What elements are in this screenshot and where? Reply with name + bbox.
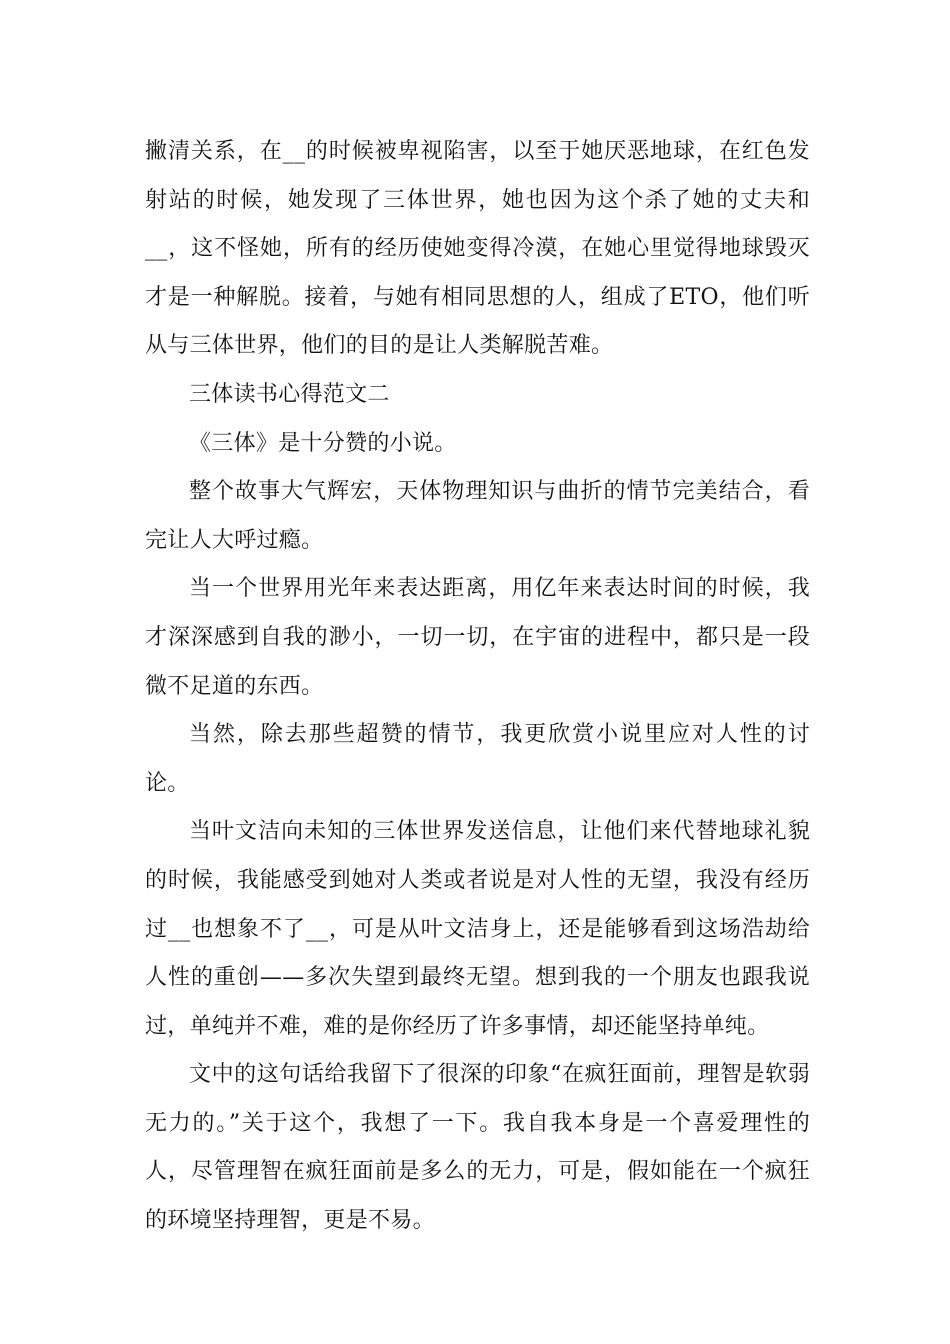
paragraph: 当一个世界用光年来表达距离，用亿年来表达时间的时候，我才深深感到自我的渺小，一切一切，在宇宙的进程中，都只是一段微不足道的东西。 xyxy=(145,576,810,699)
document-body xyxy=(145,128,810,1246)
paragraph: 整个故事大气辉宏，天体物理知识与曲折的情节完美结合，看完让人大呼过瘾。 xyxy=(145,479,810,553)
paragraph: 当叶文洁向未知的三体世界发送信息，让他们来代替地球礼貌的时候，我能感受到她对人类或者说是对人性的无望，我没有经历过__也想象不了__，可是从叶文洁身上，还是能够看到这场浩劫给人性的重创——多次失望到最终无望。想到我的一个朋友也跟我说过，单纯并不难，难的是你经历了许多事情，却还能坚持单纯。 xyxy=(145,819,810,1039)
paragraph: 当然，除去那些超赞的情节，我更欣赏小说里应对人性的讨论。 xyxy=(145,722,810,796)
paragraph-continuation: 撇清关系，在__的时候被卑视陷害，以至于她厌恶地球，在红色发射站的时候，她发现了三体世界，她也因为这个杀了她的丈夫和__，这不怪她，所有的经历使她变得冷漠，在她心里觉得地球毁灭才是一种解脱。接着，与她有相同思想的人，组成了ETO，他们听从与三体世界，他们的目的是让人类解脱苦难。 xyxy=(145,139,810,359)
paragraph: 文中的这句话给我留下了很深的印象“在疯狂面前，理智是软弱无力的。”关于这个，我想了一下。我自我本身是一个喜爱理性的人，尽管理智在疯狂面前是多么的无力，可是，假如能在一个疯狂的环境坚持理智，更是不易。 xyxy=(145,1062,810,1234)
paragraph: 《三体》是十分赞的小说。 xyxy=(189,430,457,456)
section-heading: 三体读书心得范文二 xyxy=(189,381,390,407)
